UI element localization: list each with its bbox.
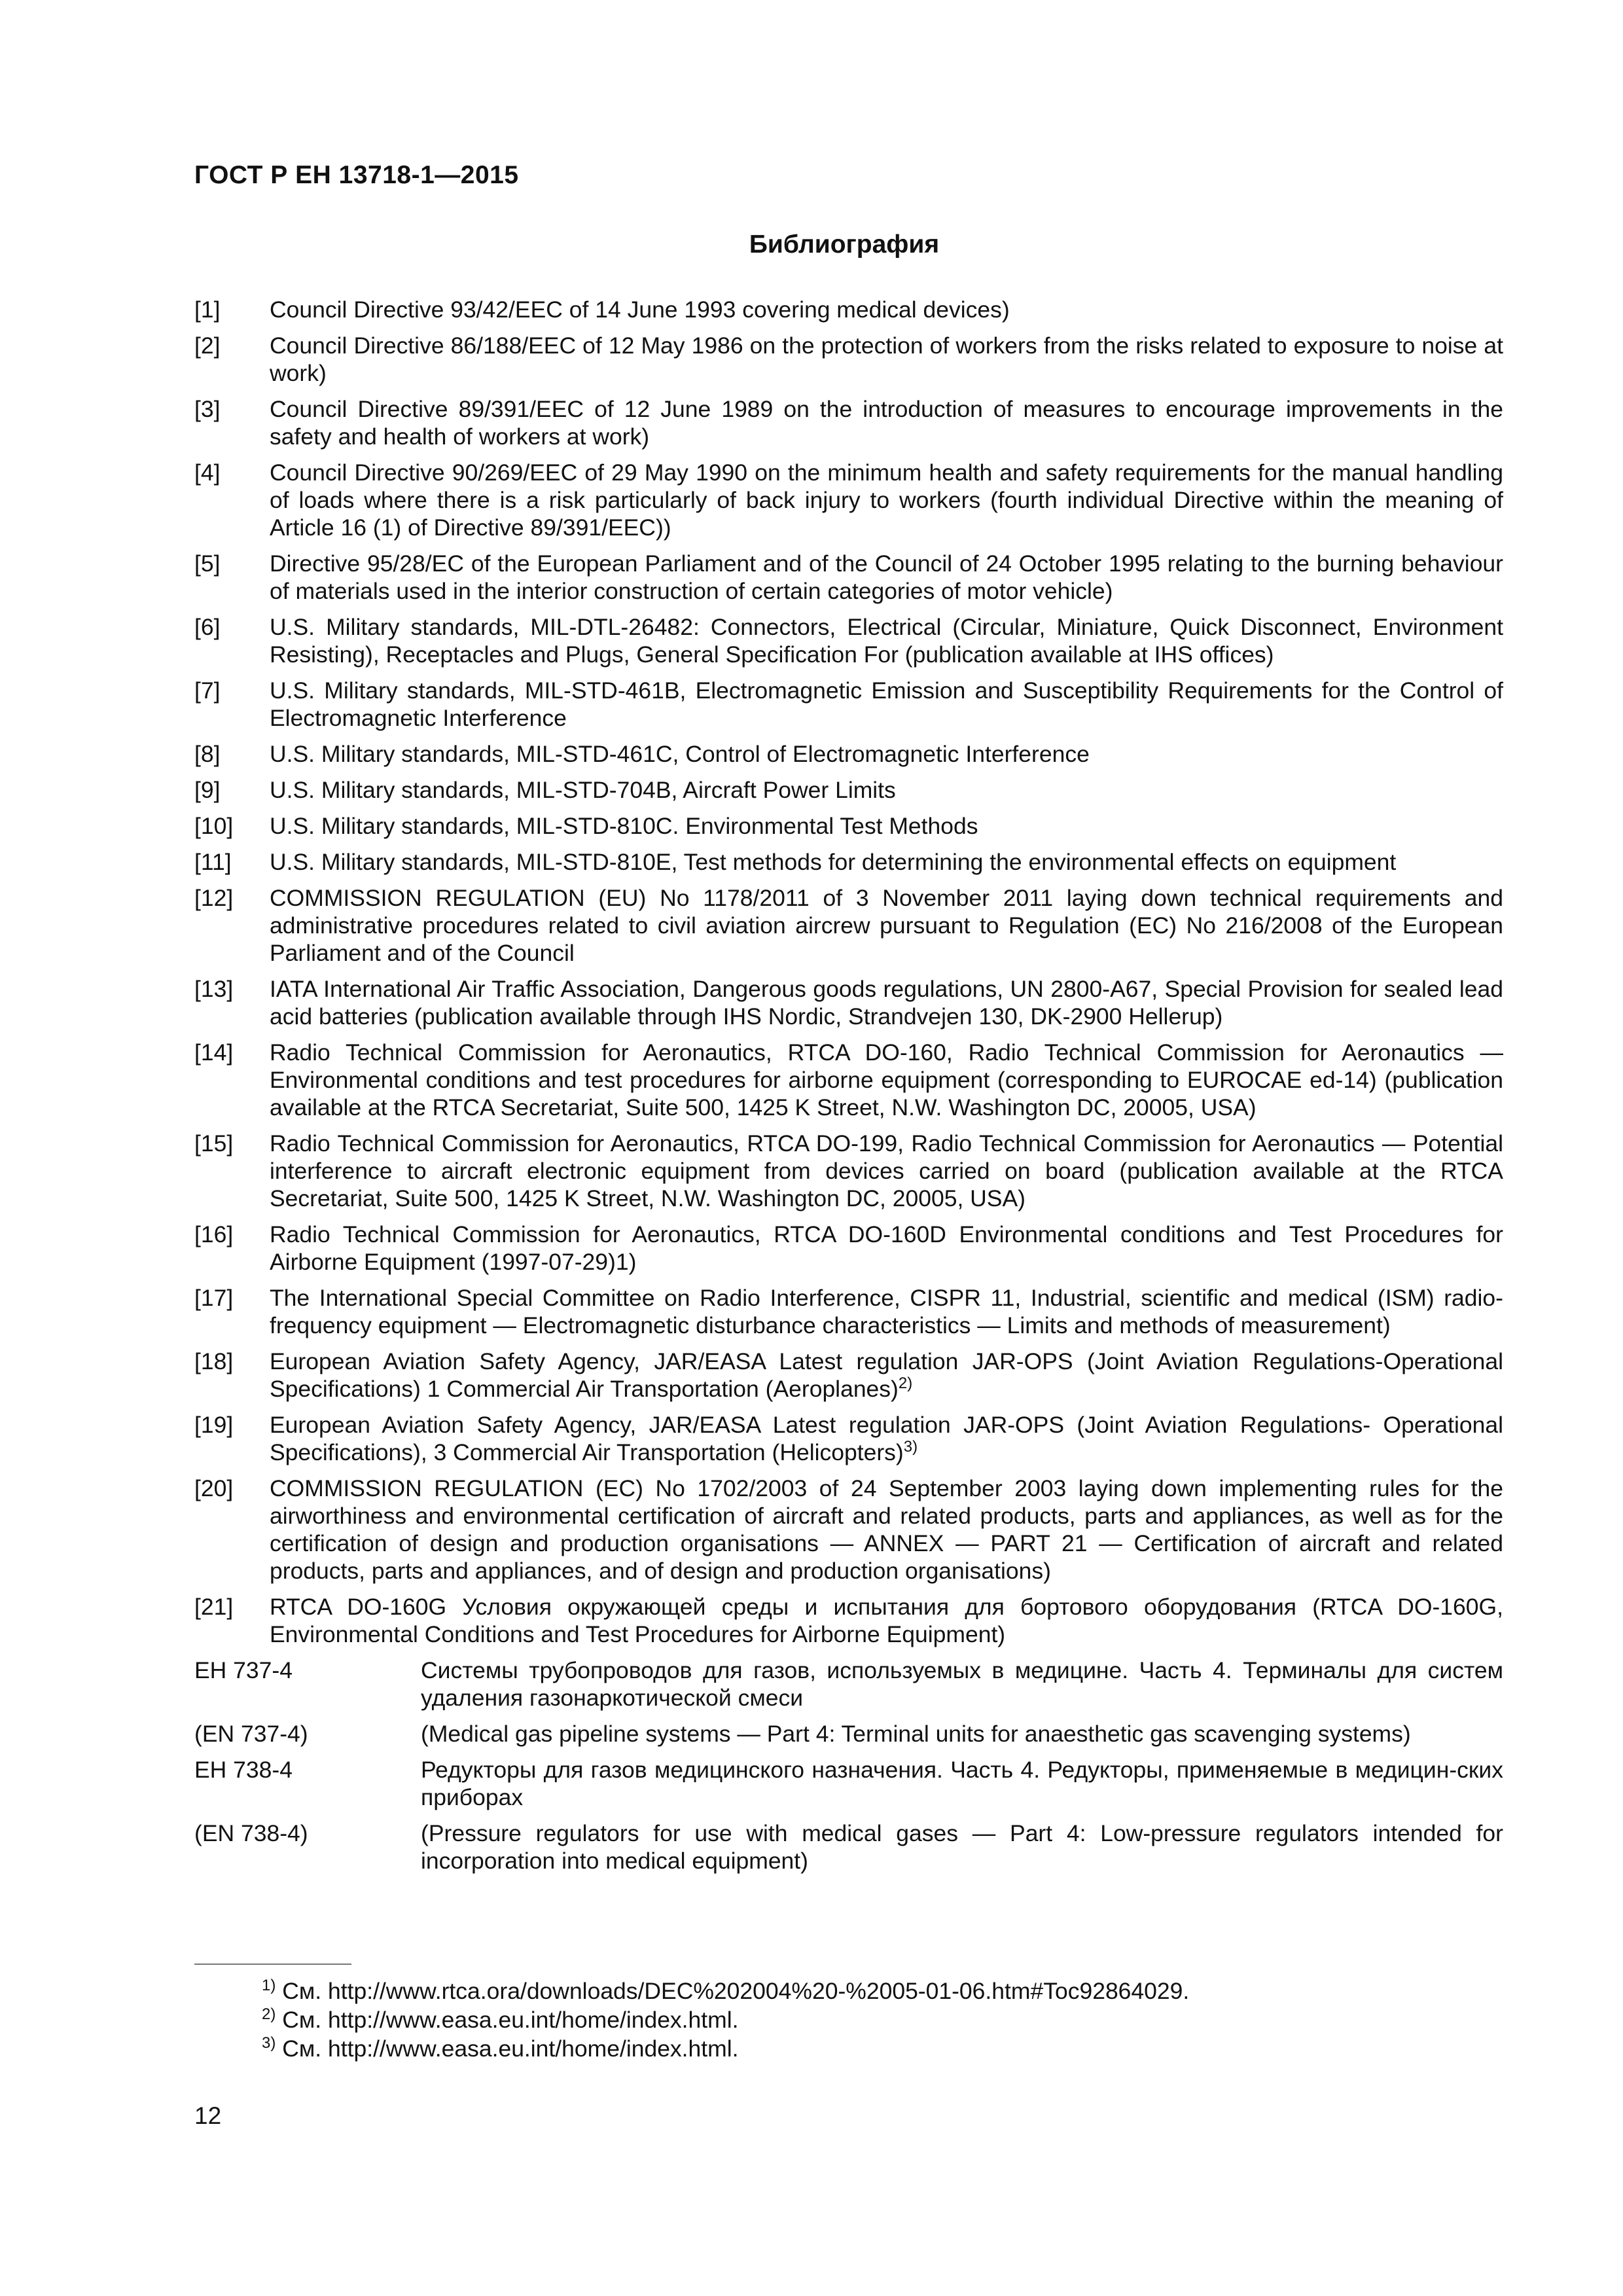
footnote-mark: 3) [262, 2034, 276, 2052]
reference-number: [12] [194, 885, 234, 911]
reference-number: [6] [194, 614, 221, 640]
reference-item [194, 550, 1503, 605]
reference-item [194, 740, 1503, 768]
reference-number: [1] [194, 296, 221, 323]
reference-number: [18] [194, 1348, 234, 1374]
reference-text: U.S. Military standards, MIL-STD-461C, Control of Electromagnetic Interference [270, 741, 1090, 767]
reference-number: [2] [194, 332, 221, 359]
standard-code: (EN 738-4) [194, 1820, 308, 1846]
bibliography-list [194, 296, 1503, 1883]
page-title: Библиография [749, 230, 940, 259]
standard-code: (EN 737-4) [194, 1721, 308, 1747]
reference-text: COMMISSION REGULATION (EC) No 1702/2003 of 24 September 2003 laying down implementing rules for the airworthiness and environmental certification of aircraft and related products, parts and appliances, as well as for the certification of design and production organisations — ANNEX — PART 21 — Certification of aircraft and related products, parts and appliances, and of design and production organisations) [270, 1475, 1503, 1584]
reference-number: [14] [194, 1039, 234, 1066]
footnote-item [262, 2034, 1189, 2063]
reference-number: [3] [194, 396, 221, 422]
reference-item [194, 848, 1503, 876]
footnote-link[interactable]: См. http://www.easa.eu.int/home/index.html. [282, 2007, 739, 2033]
reference-number: [21] [194, 1594, 234, 1620]
footnote-divider [194, 1964, 351, 1965]
reference-text [270, 1411, 1503, 1466]
reference-number: [5] [194, 550, 221, 577]
standard-item [194, 1820, 1503, 1874]
reference-number: [16] [194, 1221, 234, 1247]
reference-text: COMMISSION REGULATION (EU) No 1178/2011 of 3 November 2011 laying down technical requirements and administrative procedures related to civil aviation aircrew pursuant to Regulation (EC) No 216/2008 of the European Parliament and of the Council [270, 885, 1503, 966]
reference-body: European Aviation Safety Agency, JAR/EASA Latest regulation JAR-OPS (Joint Aviation Regulations- Operational Specifications), 3 Commercial Air Transportation (Helicopters) [270, 1412, 1503, 1465]
reference-number: [9] [194, 777, 221, 803]
reference-item [194, 459, 1503, 541]
reference-item [194, 1593, 1503, 1648]
reference-text: IATA International Air Traffic Association, Dangerous goods regulations, UN 2800-A67, Special Provision for sealed lead acid batteries (publication available through IHS Nordic, Strandvejen 130, DK-2900 Hellerup) [270, 976, 1503, 1030]
footnote-item [262, 2005, 1189, 2034]
reference-item [194, 1130, 1503, 1212]
reference-text: Council Directive 90/269/EEC of 29 May 1990 on the minimum health and safety requirements for the manual handling of loads where there is a risk particularly of back injury to workers (fourth individual Directive within the meaning of Article 16 (1) of Directive 89/391/EEC)) [270, 459, 1503, 541]
reference-item [194, 884, 1503, 967]
standard-item [194, 1756, 1503, 1811]
reference-item [194, 296, 1503, 323]
reference-text: U.S. Military standards, MIL-STD-810C. Environmental Test Methods [270, 813, 978, 839]
standard-title: (Pressure regulators for use with medical gases — Part 4: Low-pressure regulators intended for incorporation into medical equipment) [421, 1820, 1503, 1874]
reference-item [194, 1411, 1503, 1466]
reference-number: [4] [194, 459, 221, 486]
reference-body: European Aviation Safety Agency, JAR/EASA Latest regulation JAR-OPS (Joint Aviation Regulations-Operational Specifications) 1 Commercial Air Transportation (Aeroplanes) [270, 1348, 1503, 1402]
reference-text: Radio Technical Commission for Aeronautics, RTCA DO-160D Environmental conditions and Test Procedures for Airborne Equipment (1997-07-29)1) [270, 1221, 1503, 1275]
reference-item [194, 776, 1503, 804]
reference-number: [11] [194, 849, 232, 875]
footnote-item [262, 1977, 1189, 2005]
reference-item [194, 1348, 1503, 1403]
reference-text: U.S. Military standards, MIL-STD-704B, Aircraft Power Limits [270, 777, 896, 803]
reference-text: Radio Technical Commission for Aeronautics, RTCA DO-160, Radio Technical Commission for Aeronautics — Environmental conditions and test procedures for airborne equipment (corresponding to EUROCAE ed-14) (publication available at the RTCA Secretariat, Suite 500, 1425 K Street, N.W. Washington DC, 20005, USA) [270, 1039, 1503, 1121]
document-code: ГОСТ Р ЕН 13718-1—2015 [194, 161, 519, 189]
standard-title: Редукторы для газов медицинского назначения. Часть 4. Редукторы, применяемые в медицин-ских приборах [421, 1757, 1503, 1810]
reference-item [194, 1284, 1503, 1339]
reference-item [194, 1475, 1503, 1585]
reference-item [194, 332, 1503, 387]
reference-text: The International Special Committee on Radio Interference, CISPR 11, Industrial, scientific and medical (ISM) radio-frequency equipment — Electromagnetic disturbance characteristics — Limits and methods of measurement) [270, 1285, 1503, 1338]
reference-number: [19] [194, 1412, 234, 1438]
reference-item [194, 677, 1503, 732]
reference-item [194, 1039, 1503, 1121]
reference-number: [10] [194, 813, 234, 839]
reference-text: Council Directive 89/391/EEC of 12 June 1989 on the introduction of measures to encourage improvements in the safety and health of workers at work) [270, 396, 1503, 450]
page-number: 12 [194, 2102, 222, 2129]
reference-item [194, 613, 1503, 668]
reference-text: U.S. Military standards, MIL-STD-810E, Test methods for determining the environmental effects on equipment [270, 849, 1397, 875]
footnote-link[interactable]: См. http://www.easa.eu.int/home/index.html. [282, 2036, 739, 2062]
footnote-mark: 1) [262, 1977, 276, 1994]
footnotes [262, 1977, 1189, 2063]
reference-number: [20] [194, 1475, 234, 1501]
reference-text: U.S. Military standards, MIL-STD-461B, Electromagnetic Emission and Susceptibility Requirements for the Control of Electromagnetic Interference [270, 677, 1503, 731]
reference-text: Council Directive 86/188/EEC of 12 May 1986 on the protection of workers from the risks related to exposure to noise at work) [270, 332, 1503, 386]
reference-number: [8] [194, 741, 221, 767]
footnote-ref: 2) [898, 1374, 913, 1392]
reference-number: [13] [194, 976, 234, 1002]
reference-number: [17] [194, 1285, 234, 1311]
footnote-link[interactable]: См. http://www.rtca.ora/downloads/DEC%202004%20-%2005-01-06.htm#Toc92864029. [282, 1978, 1190, 2004]
reference-text: U.S. Military standards, MIL-DTL-26482: Connectors, Electrical (Circular, Miniature, Quick Disconnect, Environment Resisting), Receptacles and Plugs, General Specification For (publication available at IHS offices) [270, 614, 1503, 668]
standard-code: ЕН 738-4 [194, 1757, 293, 1783]
standard-title: Системы трубопроводов для газов, используемых в медицине. Часть 4. Терминалы для систем удаления газонаркотической смеси [421, 1657, 1503, 1711]
reference-item [194, 395, 1503, 450]
reference-number: [15] [194, 1130, 234, 1157]
footnote-ref: 3) [903, 1438, 918, 1456]
reference-text: Council Directive 93/42/EEC of 14 June 1993 covering medical devices) [270, 296, 1010, 323]
standard-item [194, 1657, 1503, 1712]
reference-item [194, 1221, 1503, 1276]
standard-title: (Medical gas pipeline systems — Part 4: Terminal units for anaesthetic gas scavenging systems) [421, 1721, 1411, 1747]
reference-text: Directive 95/28/EC of the European Parliament and of the Council of 24 October 1995 relating to the burning behaviour of materials used in the interior construction of certain categories of motor vehicle) [270, 550, 1503, 604]
reference-number: [7] [194, 677, 221, 704]
reference-item [194, 812, 1503, 840]
reference-text: RTCA DO-160G Условия окружающей среды и испытания для бортового оборудования (RTCA DO-160G, Environmental Conditions and Test Procedures for Airborne Equipment) [270, 1594, 1503, 1647]
footnote-mark: 2) [262, 2005, 276, 2023]
reference-text: Radio Technical Commission for Aeronautics, RTCA DO-199, Radio Technical Commission for Aeronautics — Potential interference to aircraft electronic equipment from devices carried on board (publication available at the RTCA Secretariat, Suite 500, 1425 K Street, N.W. Washington DC, 20005, USA) [270, 1130, 1503, 1211]
standard-code: ЕН 737-4 [194, 1657, 293, 1683]
standard-item [194, 1720, 1503, 1748]
reference-text [270, 1348, 1503, 1403]
reference-item [194, 975, 1503, 1030]
